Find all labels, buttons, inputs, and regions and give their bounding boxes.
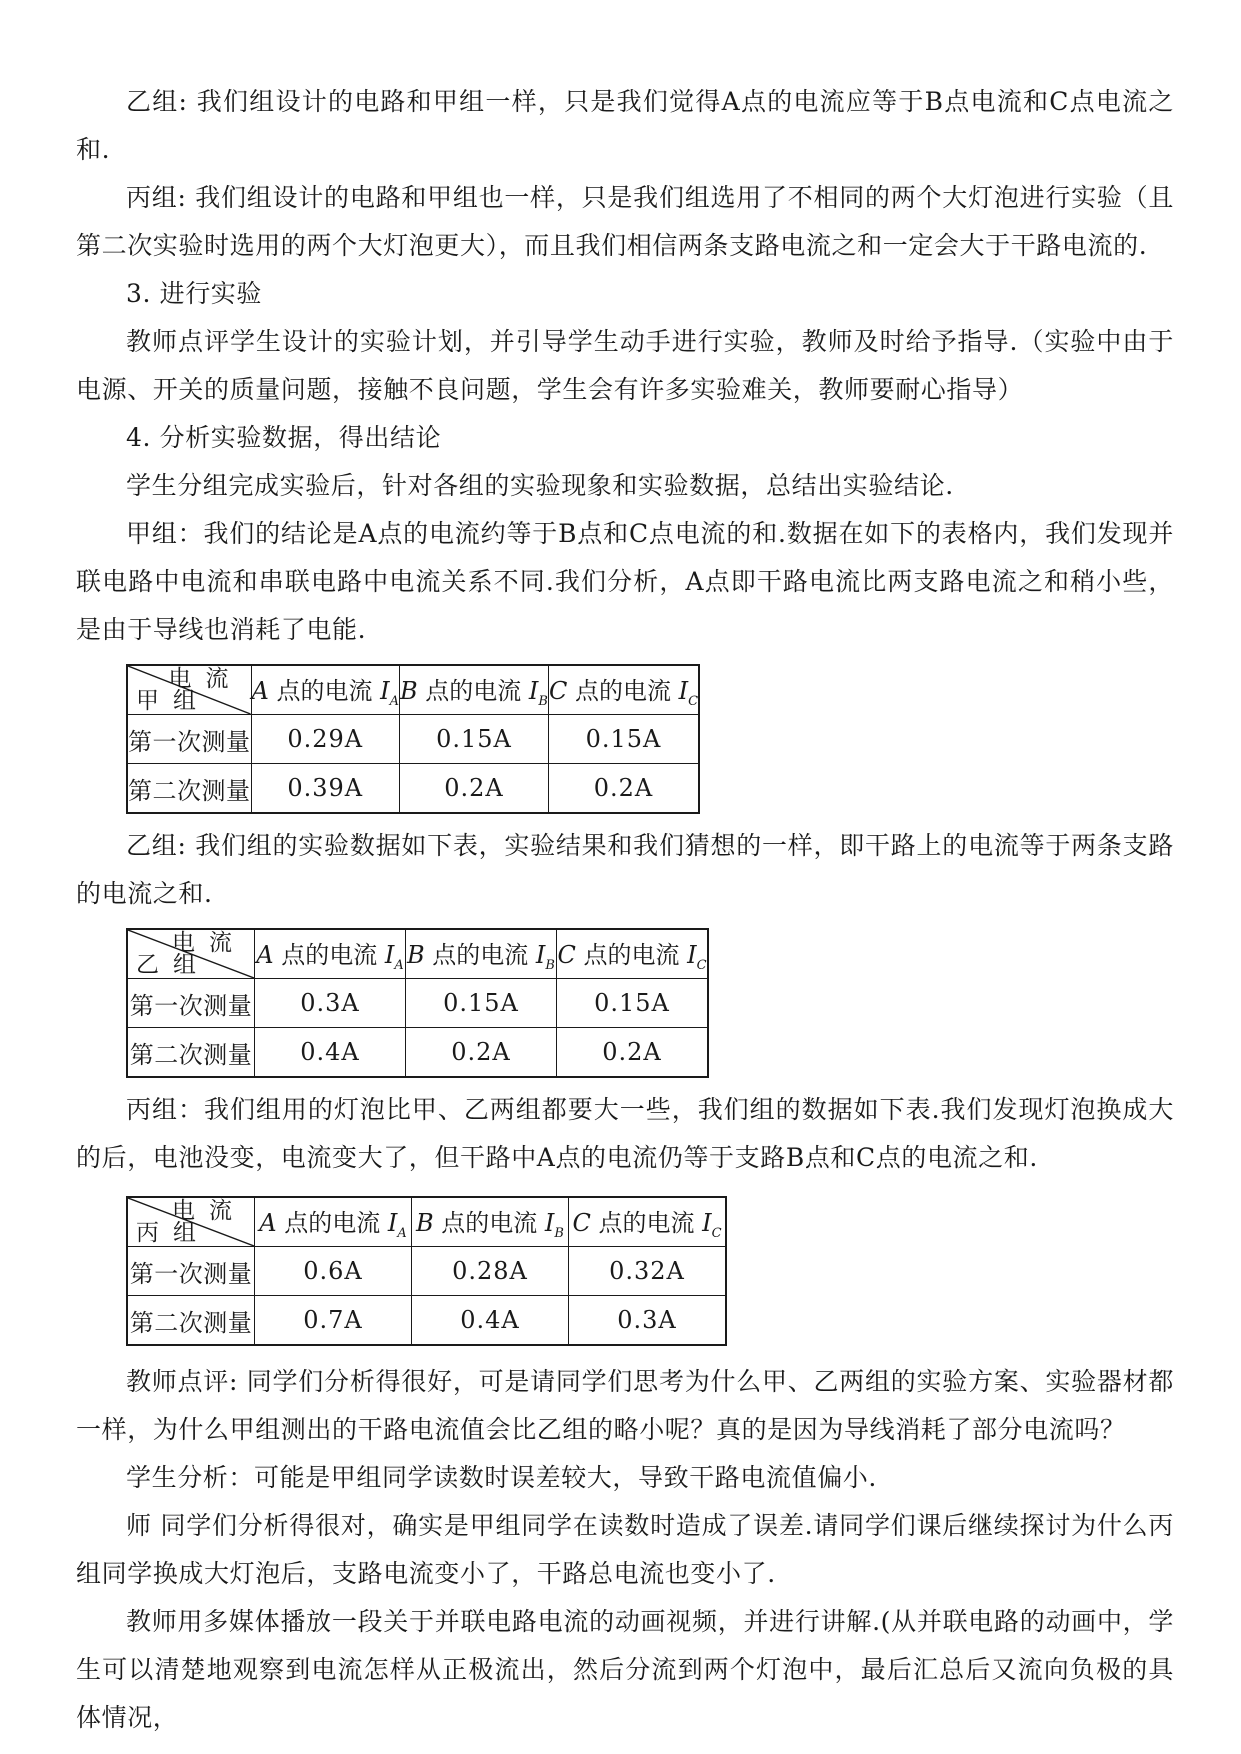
paragraph-jia-conclusion: 甲组：我们的结论是A点的电流约等于B点和C点电流的和.数据在如下的表格内，我们发现并联电路中电流和串联电路中电流关系不同.我们分析，A点即干路电流比两支路电流之和稍小些，是由于导线也消耗了电能. — [76, 519, 1174, 644]
table-jia — [126, 664, 700, 814]
table-yi — [126, 928, 709, 1078]
paragraph-teacher-guidance: 教师点评学生设计的实验计划，并引导学生动手进行实验，教师及时给予指导.（实验中由于电源、开关的质量问题，接触不良问题，学生会有许多实验难关，教师要耐心指导） — [76, 327, 1174, 404]
paragraph-yi-results: 乙组: 我们组的实验数据如下表，实验结果和我们猜想的一样，即干路上的电流等于两条支路的电流之和. — [76, 831, 1174, 908]
table-corner-cell: 电流 丙组 — [127, 1197, 255, 1247]
section-heading-analysis: 4. 分析实验数据，得出结论 — [126, 423, 442, 452]
table-row: 第二次测量 0.39A 0.2A 0.2A — [127, 764, 699, 814]
paragraph-multimedia: 教师用多媒体播放一段关于并联电路电流的动画视频，并进行讲解.(从并联电路的动画中，学生可以清楚地观察到电流怎样从正极流出，然后分流到两个灯泡中，最后汇总后又流向负极的具体情况， — [76, 1607, 1174, 1732]
column-header-b: B 点的电流 $I_B$ — [406, 929, 557, 979]
column-header-a: A 点的电流 $I_A$ — [255, 929, 406, 979]
column-header-b: B 点的电流 $I_B$ — [412, 1197, 569, 1247]
column-header-b: B 点的电流 $I_B$ — [399, 665, 548, 715]
table-row: 第一次测量 0.6A 0.28A 0.32A — [127, 1247, 726, 1296]
table-row: 第一次测量 0.3A 0.15A 0.15A — [127, 979, 708, 1028]
paragraph-bing-results: 丙组：我们组用的灯泡比甲、乙两组都要大一些，我们组的数据如下表.我们发现灯泡换成大的后，电池没变，电流变大了，但干路中A点的电流仍等于支路B点和C点的电流之和. — [76, 1095, 1174, 1172]
section-heading-experiment: 3. 进行实验 — [126, 279, 262, 308]
paragraph-summary: 学生分组完成实验后，针对各组的实验现象和实验数据，总结出实验结论. — [126, 471, 954, 500]
table-row: 第二次测量 0.7A 0.4A 0.3A — [127, 1296, 726, 1346]
paragraph-teacher-reply: 师 同学们分析得很对，确实是甲组同学在读数时造成了误差.请同学们课后继续探讨为什么丙组同学换成大灯泡后，支路电流变小了，干路总电流也变小了. — [76, 1511, 1174, 1588]
paragraph-student-analysis: 学生分析：可能是甲组同学读数时误差较大，导致干路电流值偏小. — [126, 1463, 877, 1492]
table-bing — [126, 1196, 727, 1346]
table-row: 第二次测量 0.4A 0.2A 0.2A — [127, 1028, 708, 1078]
table-corner-cell: 电流 乙组 — [127, 929, 255, 979]
table-corner-cell: 电流 甲组 — [127, 665, 251, 715]
column-header-a: A 点的电流 $I_A$ — [251, 665, 399, 715]
paragraph-bing-design: 丙组: 我们组设计的电路和甲组也一样，只是我们组选用了不相同的两个大灯泡进行实验（且第二次实验时选用的两个大灯泡更大），而且我们相信两条支路电流之和一定会大于干路电流的. — [76, 183, 1174, 260]
column-header-a: A 点的电流 $I_A$ — [255, 1197, 412, 1247]
table-row: 第一次测量 0.29A 0.15A 0.15A — [127, 715, 699, 764]
document-page — [76, 78, 1174, 1742]
column-header-c: C 点的电流 $I_C$ — [548, 665, 699, 715]
paragraph-teacher-comment: 教师点评: 同学们分析得很好，可是请同学们思考为什么甲、乙两组的实验方案、实验器材都一样，为什么甲组测出的干路电流值会比乙组的略小呢？真的是因为导线消耗了部分电流吗？ — [76, 1367, 1174, 1444]
column-header-c: C 点的电流 $I_C$ — [569, 1197, 727, 1247]
paragraph-yi-design: 乙组: 我们组设计的电路和甲组一样，只是我们觉得A点的电流应等于B点电流和C点电流之和. — [76, 87, 1174, 164]
column-header-c: C 点的电流 $I_C$ — [557, 929, 709, 979]
